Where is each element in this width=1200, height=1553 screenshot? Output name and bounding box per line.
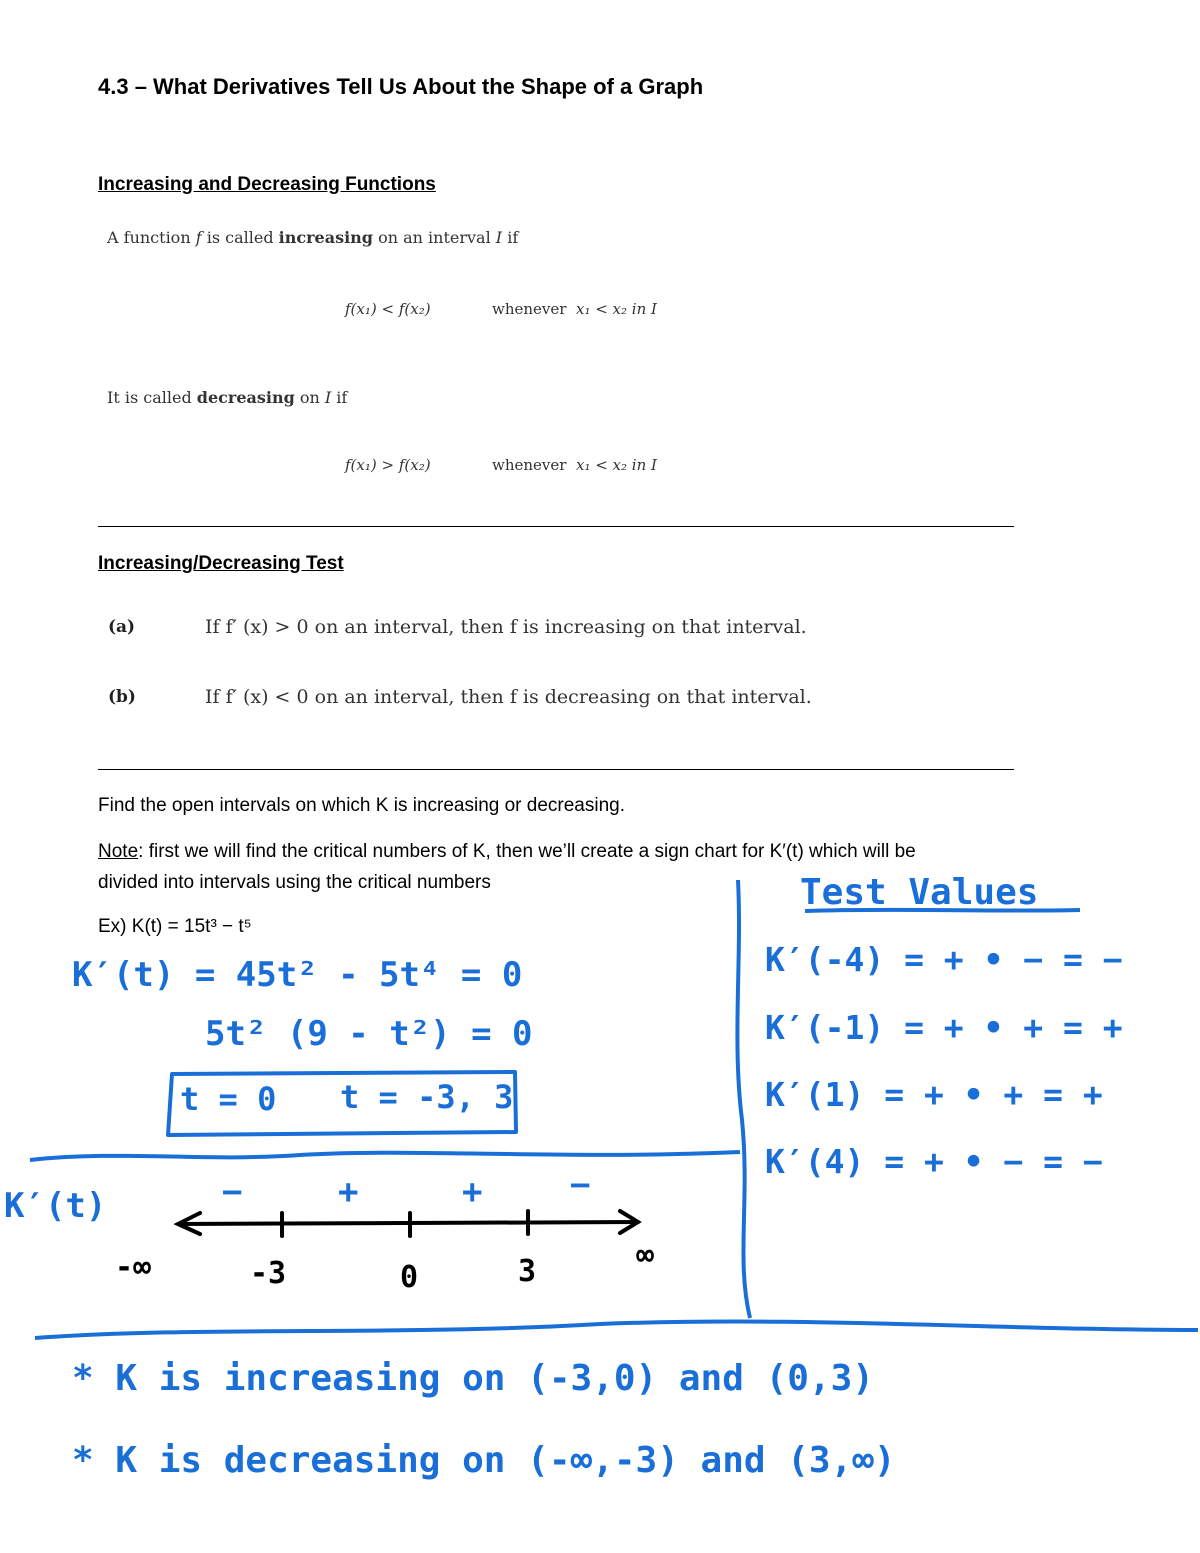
test-value-3: K′(1) = + • + = +	[765, 1075, 1103, 1114]
formula-increasing-condition: whenever x₁ < x₂ in I	[492, 300, 657, 318]
definition-increasing: A function f is called increasing on an interval I if	[107, 228, 519, 247]
ink-critical-pm3: t = -3, 3	[340, 1078, 514, 1116]
test-value-2: K′(-1) = + • + = +	[765, 1008, 1123, 1047]
test-text-a: If f′ (x) > 0 on an interval, then f is increasing on that interval.	[205, 616, 807, 638]
problem-note-continued: divided into intervals using the critical numbers	[98, 872, 491, 893]
conclusion-increasing: * K is increasing on (-3,0) and (0,3)	[72, 1358, 874, 1399]
sign-interval-4: −	[570, 1165, 591, 1205]
ink-separator-bottom	[35, 1322, 1198, 1338]
tick-label-0: 0	[400, 1260, 419, 1295]
ink-kprime-label: K′(t)	[4, 1186, 107, 1226]
example-function: Ex) K(t) = 15t³ − t⁵	[98, 916, 252, 937]
formula-decreasing: f(x₁) > f(x₂)	[345, 456, 431, 474]
test-values-title: Test Values	[800, 872, 1039, 913]
page-title: 4.3 – What Derivatives Tell Us About the Shape of a Graph	[98, 74, 704, 99]
test-label-b: (b)	[108, 687, 136, 707]
formula-increasing: f(x₁) < f(x₂)	[345, 300, 431, 318]
tick-label-3: 3	[518, 1254, 537, 1289]
ink-critical-zero: t = 0	[180, 1080, 277, 1118]
neg-infinity-label: -∞	[115, 1250, 152, 1285]
ink-factored: 5t² (9 - t²) = 0	[205, 1014, 533, 1054]
definition-decreasing: It is called decreasing on I if	[107, 388, 348, 407]
sign-interval-1: −	[222, 1172, 243, 1212]
sign-interval-3: +	[462, 1172, 483, 1212]
test-value-1: K′(-4) = + • − = −	[765, 940, 1123, 979]
conclusion-decreasing: * K is decreasing on (-∞,-3) and (3,∞)	[72, 1440, 896, 1481]
section-heading-increasing-decreasing: Increasing and Decreasing Functions	[98, 174, 436, 195]
problem-prompt: Find the open intervals on which K is increasing or decreasing.	[98, 795, 626, 816]
test-value-4: K′(4) = + • − = −	[765, 1142, 1103, 1181]
pos-infinity-label: ∞	[636, 1238, 655, 1273]
section-heading-test: Increasing/Decreasing Test	[98, 553, 344, 574]
formula-decreasing-condition: whenever x₁ < x₂ in I	[492, 456, 657, 474]
tick-label-minus-3: -3	[250, 1256, 287, 1291]
ink-separator-vertical	[737, 880, 750, 1318]
ink-derivative: K′(t) = 45t² - 5t⁴ = 0	[72, 955, 523, 995]
sign-interval-2: +	[338, 1172, 359, 1212]
test-text-b: If f′ (x) < 0 on an interval, then f is decreasing on that interval.	[205, 686, 812, 708]
ink-separator-left	[30, 1152, 740, 1160]
test-label-a: (a)	[108, 617, 136, 637]
problem-note: Note: first we will find the critical numbers of K, then we’ll create a sign chart for K′(t) which will be	[98, 841, 916, 862]
number-line	[178, 1211, 638, 1236]
